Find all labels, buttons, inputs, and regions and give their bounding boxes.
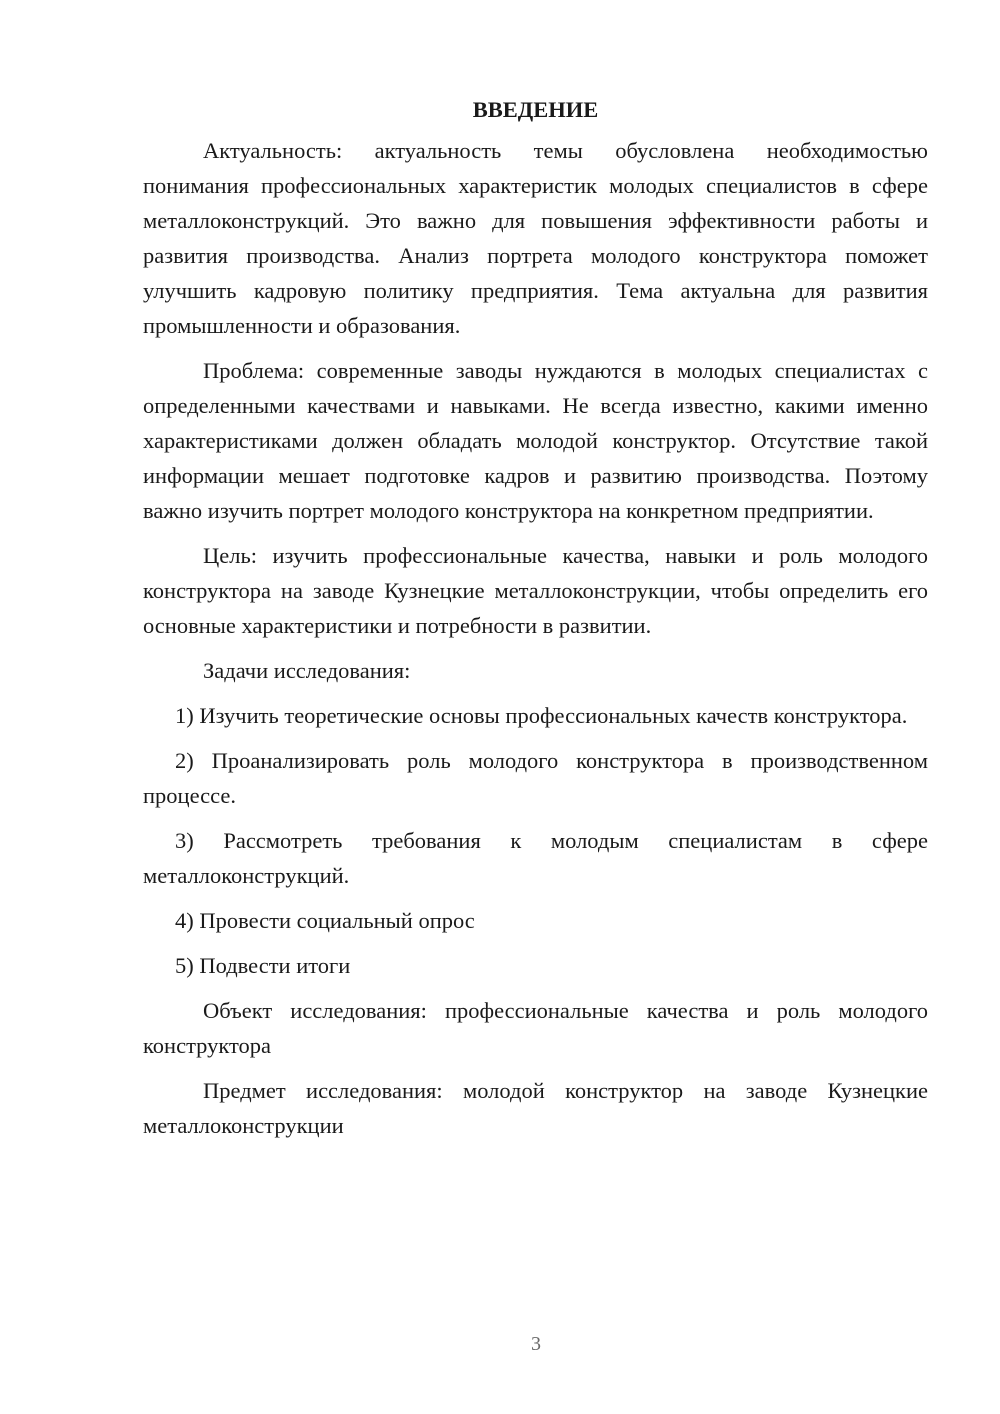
task-item: 5) Подвести итоги: [175, 953, 351, 978]
relevance-paragraph: Актуальность: актуальность темы обусловлена необходимостью понимания профессиональных характеристик молодых специалистов в сфере металлоконструкций. Это важно для повышения эффективности работы и развития производства. Анализ портрета молодого конструктора поможет улучшить кадровую политику предприятия. Тема актуальна для развития промышленности и образования.: [143, 138, 928, 338]
goal-paragraph: Цель: изучить профессиональные качества, навыки и роль молодого конструктора на заводе Кузнецкие металлоконструкции, чтобы определить его основные характеристики и потребности в развитии.: [143, 543, 928, 638]
task-item: 3) Рассмотреть требования к молодым специалистам в сфере металлоконструкций.: [143, 828, 928, 888]
page-content: [143, 92, 928, 1153]
tasks-header: Задачи исследования:: [203, 658, 411, 683]
task-item: 4) Провести социальный опрос: [175, 908, 475, 933]
page-title: ВВЕДЕНИЕ: [472, 97, 599, 122]
page-number: 3: [531, 1333, 541, 1355]
problem-paragraph: Проблема: современные заводы нуждаются в молодых специалистах с определенными качествами и навыками. Не всегда известно, какими именно характеристиками должен обладать молодой конструктор. Отсутствие такой информации мешает подготовке кадров и развитию производства. Поэтому важно изучить портрет молодого конструктора на конкретном предприятии.: [143, 358, 928, 523]
task-item: 1) Изучить теоретические основы профессиональных качеств конструктора.: [175, 703, 908, 728]
subject-paragraph: Предмет исследования: молодой конструктор на заводе Кузнецкие металлоконструкции: [143, 1078, 928, 1138]
object-paragraph: Объект исследования: профессиональные качества и роль молодого конструктора: [143, 998, 928, 1058]
task-item: 2) Проанализировать роль молодого конструктора в производственном процессе.: [143, 748, 928, 808]
